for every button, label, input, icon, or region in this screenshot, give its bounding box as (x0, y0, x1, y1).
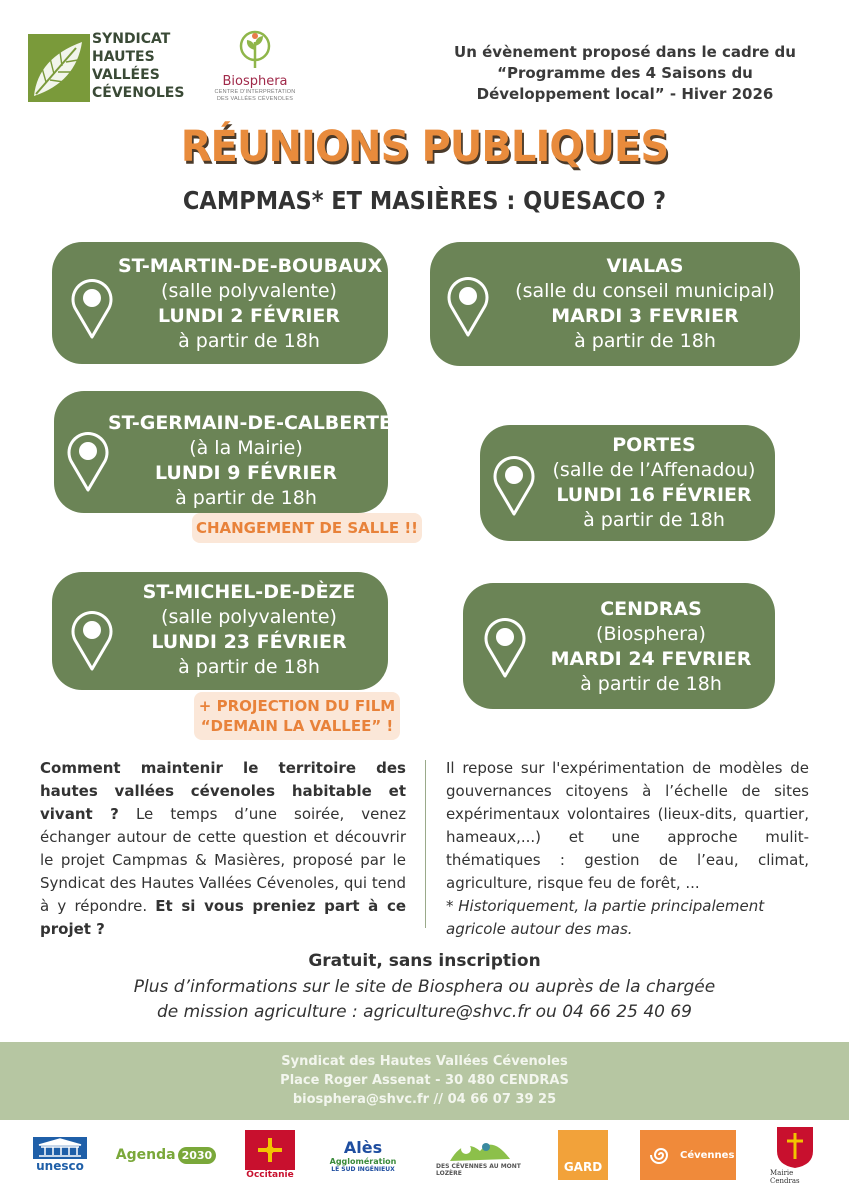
occitanie-cross-icon (245, 1130, 295, 1170)
meeting-date: LUNDI 23 FÉVRIER (151, 631, 347, 653)
mont-lozere-hills-icon (448, 1133, 512, 1163)
cendras-crest-icon (775, 1125, 815, 1169)
footer-contact: biosphera@shvc.fr // 04 66 07 39 25 (292, 1092, 557, 1107)
note-text: CHANGEMENT DE SALLE !! (195, 519, 419, 537)
meeting-date: LUNDI 9 FÉVRIER (154, 462, 338, 484)
meeting-place: ST-MARTIN-DE-BOUBAUX (118, 255, 383, 277)
page-title: RÉUNIONS PUBLIQUES (180, 122, 669, 172)
meeting-venue: (à la Mairie) (189, 437, 303, 459)
cendras-label: Mairie Cendras (770, 1169, 800, 1185)
agenda-2030-logo (115, 1124, 214, 1186)
cevennes-badge (640, 1130, 736, 1180)
footer-address: Place Roger Assenat - 30 480 CENDRAS (280, 1073, 569, 1088)
agenda-year: 2030 (178, 1147, 217, 1164)
ales-name: Alès (343, 1137, 383, 1157)
meeting-time: à partir de 18h (580, 673, 722, 695)
ales-agglomeration-logo (328, 1124, 398, 1186)
footer-org-name: Syndicat des Hautes Vallées Cévenoles (281, 1054, 568, 1069)
location-pin-icon (70, 278, 114, 340)
shvc-logo (28, 28, 193, 108)
cevennes-park-logo (640, 1124, 736, 1186)
footnote: * Historiquement, la partie principalement agricole autour des mas. (446, 897, 765, 938)
biosphera-sprout-icon (238, 28, 272, 72)
shvc-line-2: HAUTES (92, 49, 155, 65)
agenda-label: Agenda (115, 1147, 176, 1163)
meeting-venue: (salle du conseil municipal) (515, 280, 775, 302)
room-change-note (192, 513, 422, 543)
location-pin-icon (70, 610, 114, 672)
ales-sub: Agglomération (329, 1156, 397, 1166)
location-pin-icon (483, 617, 527, 679)
meeting-place: VIALAS (606, 255, 684, 277)
meeting-place: ST-GERMAIN-DE-CALBERTE (108, 412, 392, 434)
biosphera-sub-2: DES VALLÉES CÉVENOLES (216, 96, 294, 102)
ales-tagline: LE SUD INGÉNIEUX (331, 1165, 395, 1173)
unesco-temple-icon (33, 1137, 87, 1159)
leaf-icon (28, 34, 90, 102)
meeting-place: PORTES (612, 434, 696, 456)
meeting-date: LUNDI 2 FÉVRIER (157, 305, 341, 327)
note-line-2: “DEMAIN LA VALLEE” ! (200, 717, 394, 735)
contact-footer (0, 1042, 849, 1120)
call-to-action: Et si vous preniez part à ce projet ? (40, 897, 407, 938)
meeting-card-portes (480, 425, 775, 541)
meeting-date: MARDI 3 FEVRIER (551, 305, 739, 327)
meeting-time: à partir de 18h (583, 509, 725, 531)
meeting-venue: (salle polyvalente) (161, 280, 337, 302)
shvc-wordmark (92, 30, 202, 102)
meeting-place: ST-MICHEL-DE-DÈZE (142, 581, 356, 603)
meeting-time: à partir de 18h (175, 487, 317, 509)
biosphera-logo (210, 28, 300, 108)
meeting-card-st-martin (52, 242, 388, 364)
meeting-place: CENDRAS (600, 598, 702, 620)
shvc-line-1: SYNDICAT (92, 31, 171, 47)
intro-line-3: Développement local” - Hiver 2026 (476, 85, 774, 103)
meeting-card-st-michel (52, 572, 388, 690)
meeting-venue: (salle de l’Affenadou) (552, 459, 756, 481)
meeting-time: à partir de 18h (574, 330, 716, 352)
description-left-column (40, 757, 406, 941)
description-body: Le temps d’une soirée, venez échanger autour de cette question et découvrir le projet Campmas & Masières, proposé par le Syndicat des Hautes Vallées Cévenoles, qui tend à y répondre. (40, 805, 407, 915)
note-line-1: + PROJECTION DU FILM (198, 697, 396, 715)
meeting-card-st-germain (54, 391, 392, 513)
project-description: Il repose sur l'expérimentation de modèles de gouvernances citoyens à l’échelle de sites expérimentaux volontaires (lieux-dits, quartier, hameaux,...) et une approche mulit-thématiques : gestion de l’eau, climat, agriculture, risque feu de forêt, ... (446, 759, 809, 892)
biosphera-name: Biosphera (222, 74, 288, 89)
column-divider (425, 760, 426, 928)
meeting-card-cendras (463, 583, 775, 709)
location-pin-icon (446, 276, 490, 338)
meeting-card-vialas (430, 242, 800, 366)
more-info (0, 975, 849, 1025)
meeting-date: MARDI 24 FEVRIER (550, 648, 752, 670)
mont-lozere-logo (436, 1124, 524, 1186)
info-line-1: Plus d’informations sur le site de Biosphera ou auprès de la chargée (133, 977, 716, 997)
location-pin-icon (66, 431, 110, 493)
info-line-2: de mission agriculture : agriculture@shvc.fr ou 04 66 25 40 69 (157, 1002, 692, 1022)
meeting-date: LUNDI 16 FÉVRIER (556, 484, 752, 506)
mairie-cendras-logo (770, 1124, 820, 1186)
description-right-column (446, 757, 809, 941)
meeting-venue: (Biosphera) (596, 623, 706, 645)
unesco-label: unesco (36, 1159, 84, 1173)
shvc-line-4: CÉVENOLES (92, 85, 185, 101)
page-subtitle: CAMPMAS* ET MASIÈRES : QUESACO ? (182, 186, 667, 215)
cevennes-label: Cévennes (680, 1149, 735, 1161)
meeting-time: à partir de 18h (178, 330, 320, 352)
film-screening-note (194, 692, 400, 740)
occitanie-label: Occitanie (246, 1170, 294, 1180)
intro-line-2: “Programme des 4 Saisons du (497, 64, 753, 82)
meeting-time: à partir de 18h (178, 656, 320, 678)
free-entry-label: Gratuit, sans inscription (308, 951, 541, 971)
location-pin-icon (492, 455, 536, 517)
gard-logo (556, 1124, 610, 1186)
gard-label: GARD (563, 1160, 603, 1174)
unesco-logo (30, 1124, 90, 1186)
event-intro (420, 42, 830, 105)
biosphera-sub-1: CENTRE D'INTERPRÉTATION (214, 89, 296, 95)
occitanie-logo (243, 1124, 297, 1186)
intro-line-1: Un évènement proposé dans le cadre du (454, 43, 796, 61)
key-question: Comment maintenir le territoire des hautes vallées cévenoles habitable et vivant ? (40, 759, 406, 823)
spiral-icon (648, 1142, 674, 1168)
shvc-line-3: VALLÉES (92, 67, 160, 83)
meeting-venue: (salle polyvalente) (161, 606, 337, 628)
mont-lozere-label: DES CÉVENNES AU MONT LOZÈRE (436, 1163, 521, 1177)
gard-badge (558, 1130, 608, 1180)
